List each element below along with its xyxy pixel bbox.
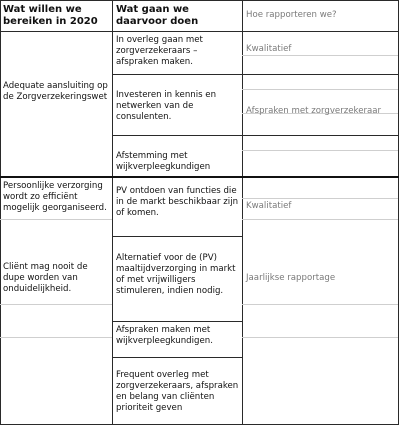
row-divider bbox=[0, 304, 112, 305]
row-divider bbox=[242, 89, 398, 90]
row-divider bbox=[112, 135, 399, 136]
header-action: Wat gaan we daarvoor doen bbox=[116, 4, 199, 27]
header-report: Hoe rapporteren we? bbox=[246, 10, 337, 20]
row-divider bbox=[0, 219, 112, 220]
group-divider bbox=[0, 176, 399, 178]
row-divider bbox=[112, 357, 243, 358]
goal-cell: Adequate aansluiting op de Zorgverzekeringswet bbox=[3, 81, 108, 102]
row-divider bbox=[242, 55, 398, 56]
action-cell: In overleg gaan met zorgverzekeraars – afspraken maken. bbox=[116, 35, 203, 67]
report-cell: Afspraken met zorgverzekeraar bbox=[246, 106, 382, 116]
row-divider bbox=[242, 337, 398, 338]
action-cell: Afstemming met wijkverpleegkundigen bbox=[116, 151, 211, 172]
row-divider bbox=[112, 321, 243, 322]
action-cell: Investeren in kennis en netwerken van de consulenten. bbox=[116, 90, 217, 122]
table-border-col1 bbox=[112, 0, 113, 425]
goal-cell: Persoonlijke verzorging wordt zo efficiënt mogelijk georganiseerd. bbox=[3, 181, 107, 213]
action-cell: Alternatief voor de (PV) maaltijdverzorging in markt of met vrijwilligers stimuleren, indien nodig. bbox=[116, 253, 236, 296]
header-bottom-border bbox=[0, 31, 399, 32]
report-cell: Kwalitatief bbox=[246, 201, 292, 211]
table-border-col2 bbox=[242, 0, 243, 425]
row-divider bbox=[112, 74, 399, 75]
action-cell: Frequent overleg met zorgverzekeraars, afspraken en belang van cliënten prioriteit geven bbox=[116, 370, 239, 413]
row-divider bbox=[0, 337, 112, 338]
report-cell: Kwalitatief bbox=[246, 44, 292, 54]
row-divider bbox=[242, 304, 398, 305]
action-cell: Afspraken maken met wijkverpleegkundigen. bbox=[116, 325, 213, 346]
table-border-right bbox=[398, 0, 399, 425]
row-divider bbox=[242, 150, 398, 151]
table-border-top bbox=[0, 0, 399, 1]
goal-cell: Cliënt mag nooit de dupe worden van onduidelijkheid. bbox=[3, 262, 88, 294]
header-goal: Wat willen we bereiken in 2020 bbox=[3, 4, 98, 27]
row-divider bbox=[242, 219, 398, 220]
row-divider bbox=[242, 198, 398, 199]
table-border-left bbox=[0, 0, 1, 425]
action-cell: PV ontdoen van functies die in de markt beschikbaar zijn of komen. bbox=[116, 186, 239, 218]
row-divider bbox=[112, 236, 243, 237]
report-cell: Jaarlijkse rapportage bbox=[246, 273, 336, 283]
